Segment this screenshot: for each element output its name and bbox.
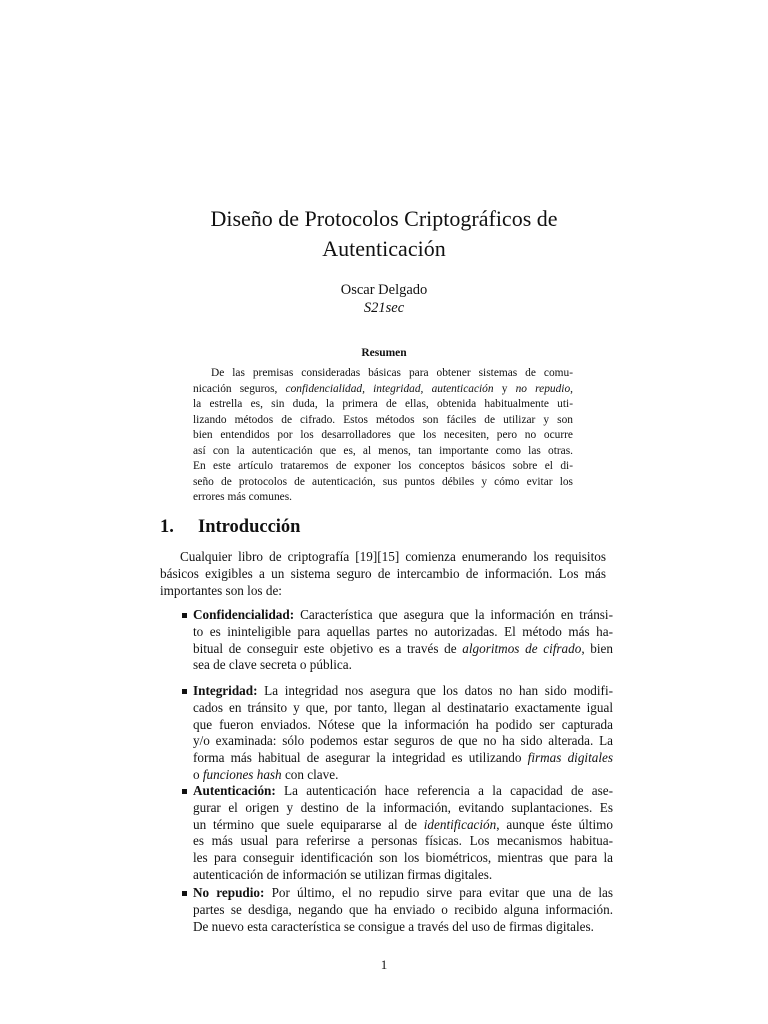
abstract-text: y [493,382,516,395]
item-line [193,750,613,767]
section-title: Introducción [198,517,301,537]
paper-title [0,204,768,264]
item-italic: identificación [423,816,497,832]
list-item-integridad [193,683,613,784]
intro-line: básicos exigibles a un sistema seguro de intercambio de información. Los más [160,566,606,581]
abstract-line: así con la autenticación que es, al menos, tan importante como las otras. [193,444,573,457]
item-line: autenticación de información se utilizan firmas digitales. [193,866,493,882]
item-italic: firmas digitales [527,750,613,766]
abstract-line: lizando métodos de cifrado. Estos métodos son fáciles de utilizar y son [193,413,573,426]
page-number: 1 [380,957,388,972]
item-line: les para conseguir identificación son los biométricos, mientras que para la [193,850,613,866]
abstract-line: seño de protocolos de autenticación, sus puntos débiles y cómo evitar los [193,475,573,488]
abstract-italic-terms: confidencialidad, integridad, autenticación [285,382,494,395]
abstract-body [193,366,573,506]
paper-title-line-1: Diseño de Protocolos Criptográficos de [210,206,558,231]
bullet-marker [182,789,187,794]
abstract-text: , [570,382,574,395]
abstract-line: bien entendidos por los desarrolladores que los necesiten, pero no ocurre [193,429,573,441]
author-name: Oscar Delgado [340,282,428,298]
section-heading [160,517,300,538]
item-text: , bien [581,640,613,656]
abstract-line: De las premisas consideradas básicas para obtener sistemas de comu- [211,367,573,379]
list-item-autenticacion [193,783,613,884]
item-text: Característica que asegura que la información en tránsi- [294,607,613,622]
item-line [193,607,613,624]
list-item-confidencialidad [193,607,613,674]
item-text: forma más habitual de asegurar la integridad es utilizando [193,750,528,766]
item-line [193,885,613,902]
abstract-heading: Resumen [361,347,407,359]
item-line: to es ininteligible para aquellas partes no autorizadas. El método más ha- [193,623,613,639]
item-text: con clave. [281,766,339,782]
item-italic: funciones hash [202,766,282,782]
item-term: Autenticación: [193,783,276,798]
abstract-text: nicación seguros, [193,382,286,395]
item-text: La autenticación hace referencia a la capacidad de ase- [275,783,613,798]
item-text: bitual de conseguir este objetivo es a través de [193,640,463,656]
item-line [193,767,613,784]
list-item-no-repudio [193,885,613,935]
item-text: un término que suele equipararse al de [193,816,424,832]
bullet-marker [182,613,187,618]
abstract-line [193,382,573,398]
paper-title-line-2: Autenticación [322,236,446,261]
item-text: , aunque éste último [496,816,613,832]
item-term: Integridad: [193,683,258,698]
abstract-line: En este artículo trataremos de exponer los conceptos básicos sobre el di- [193,460,573,472]
item-line: que fueron enviados. Nótese que la información ha podido ser capturada [193,716,613,732]
bullet-marker [182,891,187,896]
item-line: gurar el origen y destino de la información, evitando suplantaciones. Es [193,799,613,815]
item-line: cados en tránsito y que, por tanto, llegan al destinatario exactamente igual [193,699,613,715]
item-term: No repudio: [193,885,265,900]
item-line: es más usual para referirse a personas físicas. Los mecanismos habitua- [193,833,613,849]
abstract-line: la estrella es, sin duda, la primera de ellas, obtenida habitualmente uti- [193,398,573,410]
intro-paragraph [160,548,606,599]
item-line [193,683,613,700]
item-text: Por último, el no repudio sirve para evitar que una de las [264,885,613,900]
abstract-italic-term: no repudio [515,382,571,395]
item-line: De nuevo esta característica se consigue a través del uso de firmas digitales. [193,918,594,934]
item-text: La integridad nos asegura que los datos no han sido modifi- [257,683,613,698]
abstract-line: errores más comunes. [193,491,293,503]
intro-line: importantes son los de: [160,583,282,598]
item-line: partes se desdiga, negando que ha enviado o recibido alguna información. [193,901,613,917]
item-term: Confidencialidad: [193,607,295,622]
item-line [193,641,613,658]
item-line [193,817,613,834]
item-line: sea de clave secreta o pública. [193,657,352,673]
intro-line: Cualquier libro de criptografía [19][15] comienza enumerando los requisitos [180,549,606,564]
item-text: o [193,766,203,782]
item-line: y/o examinada: sólo podemos estar seguros de que no ha sido alterada. La [193,733,613,749]
section-number: 1. [160,517,174,537]
item-italic: algoritmos de cifrado [462,640,582,656]
item-line [193,783,613,800]
author-affiliation: S21sec [363,300,405,316]
bullet-marker [182,689,187,694]
